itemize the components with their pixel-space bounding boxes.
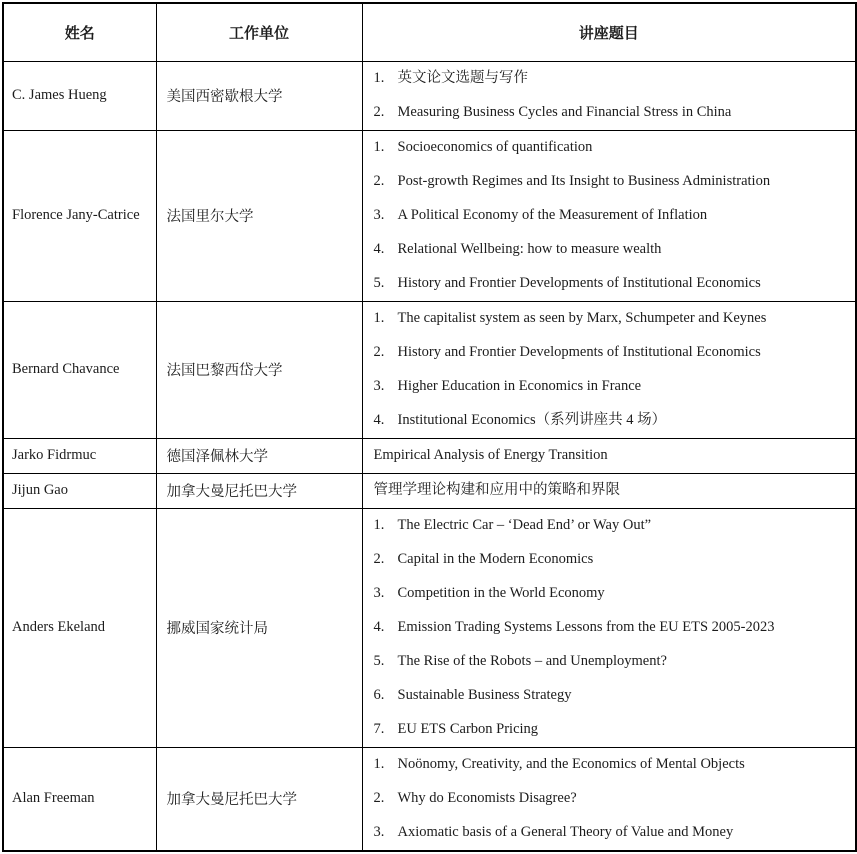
topic-number: 1.	[373, 516, 385, 533]
topic-text: Institutional Economics（系列讲座共 4 场）	[397, 411, 667, 428]
lecture-topics	[362, 473, 856, 508]
topic-number: 4.	[373, 411, 385, 428]
affiliation: 美国西密歇根大学	[156, 61, 362, 130]
affiliation: 加拿大曼尼托巴大学	[156, 747, 362, 851]
topic-number: 2.	[373, 343, 385, 360]
affiliation: 加拿大曼尼托巴大学	[156, 473, 362, 508]
topic-item	[374, 439, 848, 473]
lecture-topics	[362, 747, 856, 851]
topic-text: Sustainable Business Strategy	[397, 686, 572, 703]
topic-text: Empirical Analysis of Energy Transition	[373, 446, 608, 463]
topic-number: 4.	[373, 240, 385, 257]
table-row	[3, 301, 856, 438]
topic-item	[374, 577, 848, 611]
speaker-name: Anders Ekeland	[3, 508, 156, 747]
topic-text: Why do Economists Disagree?	[397, 789, 577, 806]
lecture-topics	[362, 438, 856, 473]
topic-item	[374, 165, 848, 199]
speaker-name: Florence Jany-Catrice	[3, 130, 156, 301]
topic-number: 3.	[373, 823, 385, 840]
lecture-topics	[362, 508, 856, 747]
topic-text: EU ETS Carbon Pricing	[397, 720, 539, 737]
topic-text: Noönomy, Creativity, and the Economics of Mental Objects	[397, 755, 745, 772]
header-row	[3, 3, 856, 61]
speaker-name: Alan Freeman	[3, 747, 156, 851]
lecture-topics	[362, 61, 856, 130]
topic-text: 英文论文选题与写作	[397, 69, 528, 86]
topic-text: The Rise of the Robots – and Unemployment?	[397, 652, 667, 669]
topic-item	[374, 509, 848, 543]
speaker-name: Jarko Fidrmuc	[3, 438, 156, 473]
topic-number: 7.	[373, 720, 385, 737]
topic-text: Measuring Business Cycles and Financial Stress in China	[397, 103, 732, 120]
speaker-name: Bernard Chavance	[3, 301, 156, 438]
topic-number: 6.	[373, 686, 385, 703]
lecture-topics	[362, 130, 856, 301]
table-row	[3, 508, 856, 747]
topic-number: 2.	[373, 550, 385, 567]
topic-item	[374, 404, 848, 438]
table-body	[3, 61, 856, 851]
topic-item	[374, 131, 848, 165]
topic-item	[374, 474, 848, 508]
topic-item	[374, 96, 848, 130]
topic-item	[374, 336, 848, 370]
topic-text: History and Frontier Developments of Institutional Economics	[397, 343, 761, 360]
affiliation: 挪威国家统计局	[156, 508, 362, 747]
topic-text: A Political Economy of the Measurement of Inflation	[397, 206, 708, 223]
topic-number: 1.	[373, 69, 385, 86]
topic-text: 管理学理论构建和应用中的策略和界限	[373, 481, 620, 498]
topic-text: Capital in the Modern Economics	[397, 550, 594, 567]
topic-number: 2.	[373, 789, 385, 806]
topic-item	[374, 782, 848, 816]
topic-item	[374, 302, 848, 336]
topic-item	[374, 233, 848, 267]
topic-text: Relational Wellbeing: how to measure wealth	[397, 240, 662, 257]
table-row	[3, 473, 856, 508]
topic-number: 5.	[373, 274, 385, 291]
topic-number: 2.	[373, 172, 385, 189]
topic-number: 1.	[373, 138, 385, 155]
topic-item	[374, 267, 848, 301]
lecture-topics	[362, 301, 856, 438]
topic-item	[374, 645, 848, 679]
topic-item	[374, 679, 848, 713]
topic-text: Axiomatic basis of a General Theory of Value and Money	[397, 823, 734, 840]
affiliation: 德国泽佩林大学	[156, 438, 362, 473]
topic-item	[374, 62, 848, 96]
topic-number: 2.	[373, 103, 385, 120]
table-row	[3, 130, 856, 301]
table-row	[3, 438, 856, 473]
topic-number: 4.	[373, 618, 385, 635]
speaker-name: Jijun Gao	[3, 473, 156, 508]
topic-number: 5.	[373, 652, 385, 669]
topic-number: 1.	[373, 309, 385, 326]
topic-text: Emission Trading Systems Lessons from the EU ETS 2005-2023	[397, 618, 775, 635]
topic-number: 3.	[373, 584, 385, 601]
topic-number: 3.	[373, 206, 385, 223]
affiliation: 法国巴黎西岱大学	[156, 301, 362, 438]
topic-item	[374, 611, 848, 645]
topic-text: History and Frontier Developments of Institutional Economics	[397, 274, 761, 291]
lecture-table	[2, 2, 857, 852]
topic-text: The capitalist system as seen by Marx, Schumpeter and Keynes	[397, 309, 767, 326]
topic-item	[374, 199, 848, 233]
header-name: 姓名	[3, 3, 156, 61]
topic-item	[374, 748, 848, 782]
table-row	[3, 61, 856, 130]
topic-item	[374, 816, 848, 850]
topic-text: The Electric Car – ‘Dead End’ or Way Out”	[397, 516, 652, 533]
table-row	[3, 747, 856, 851]
header-affiliation: 工作单位	[156, 3, 362, 61]
topic-text: Higher Education in Economics in France	[397, 377, 642, 394]
affiliation: 法国里尔大学	[156, 130, 362, 301]
topic-text: Socioeconomics of quantification	[397, 138, 593, 155]
topic-text: Competition in the World Economy	[397, 584, 605, 601]
topic-number: 1.	[373, 755, 385, 772]
topic-item	[374, 370, 848, 404]
topic-item	[374, 543, 848, 577]
topic-number: 3.	[373, 377, 385, 394]
topic-text: Post-growth Regimes and Its Insight to Business Administration	[397, 172, 771, 189]
topic-item	[374, 713, 848, 747]
speaker-name: C. James Hueng	[3, 61, 156, 130]
header-lecture-topics: 讲座题目	[362, 3, 856, 61]
